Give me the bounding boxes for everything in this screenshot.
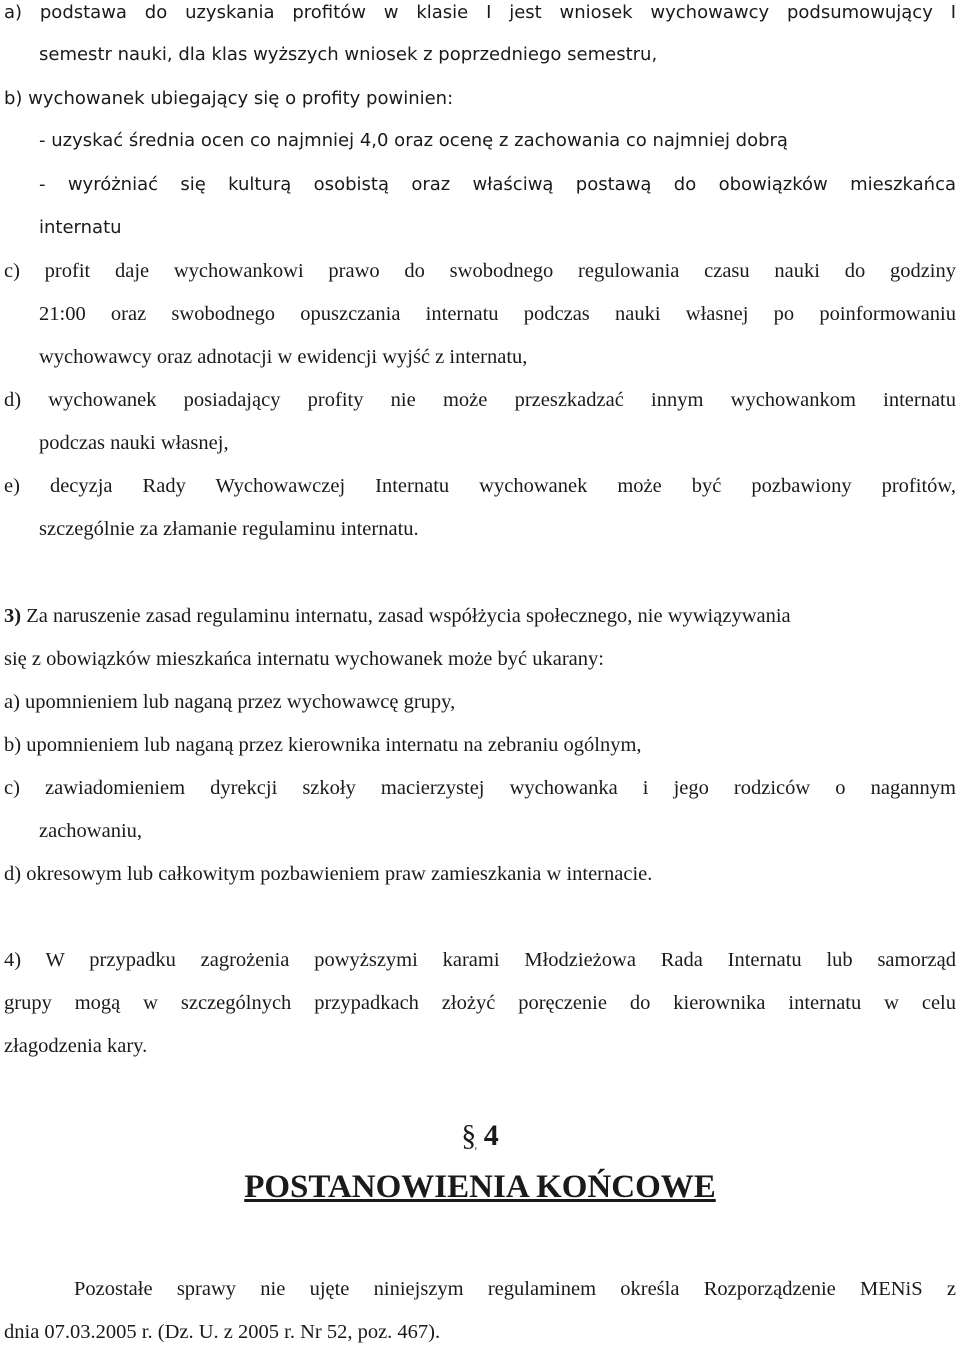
text-line: a) upomnieniem lub naganą przez wychowawcę grupy, (4, 691, 456, 713)
text-line: grupy mogą w szczególnych przypadkach złożyć poręczenie do kierownika internatu w celu (4, 992, 956, 1014)
text-line: a) podstawa do uzyskania profitów w klasie I jest wniosek wychowawcy podsumowujący I (4, 2, 956, 23)
section-heading (0, 1118, 960, 1154)
text-line: d) okresowym lub całkowitym pozbawieniem praw zamieszkania w internacie. (4, 863, 653, 885)
text-line: d) wychowanek posiadający profity nie może przeszkadzać innym wychowankom internatu (4, 389, 956, 411)
text-line: się z obowiązków mieszkańca internatu wychowanek może być ukarany: (4, 648, 604, 670)
section-number: 4 (476, 1119, 499, 1152)
text-line: wychowawcy oraz adnotacji w ewidencji wyjść z internatu, (39, 346, 528, 368)
text-line: b) upomnieniem lub naganą przez kierownika internatu na zebraniu ogólnym, (4, 734, 642, 756)
text-line: semestr nauki, dla klas wyższych wniosek z poprzedniego semestru, (39, 44, 658, 65)
text-line: - wyróżniać się kulturą osobistą oraz właściwą postawą do obowiązków mieszkańca (39, 174, 956, 195)
text-line: dnia 07.03.2005 r. (Dz. U. z 2005 r. Nr 52, poz. 467). (4, 1321, 441, 1343)
text-line: 4) W przypadku zagrożenia powyższymi karami Młodzieżowa Rada Internatu lub samorząd (4, 949, 956, 971)
text-line: Pozostałe sprawy nie ujęte niniejszym regulaminem określa Rozporządzenie MENiS z (74, 1278, 956, 1300)
section-title: POSTANOWIENIA KOŃCOWE (244, 1169, 716, 1205)
text-line: c) zawiadomieniem dyrekcji szkoły macierzystej wychowanka i jego rodziców o nagannym (4, 777, 956, 799)
text-line: e) decyzja Rady Wychowawczej Internatu wychowanek może być pozbawiony profitów, (4, 475, 956, 497)
text-line: b) wychowanek ubiegający się o profity powinien: (4, 88, 454, 109)
text-line: 21:00 oraz swobodnego opuszczania internatu podczas nauki własnej po poinformowaniu (39, 303, 956, 325)
text-line: podczas nauki własnej, (39, 432, 229, 454)
text-line: internatu (39, 217, 122, 238)
text-line: złagodzenia kary. (4, 1035, 148, 1057)
text-line: zachowaniu, (39, 820, 143, 842)
text-line: Za naruszenie zasad regulaminu internatu, zasad współżycia społecznego, nie wywiązywania (21, 605, 791, 627)
text-line: c) profit daje wychowankowi prawo do swobodnego regulowania czasu nauki do godziny (4, 260, 956, 282)
point-3-line (4, 603, 956, 629)
section-symbol: § (461, 1119, 477, 1152)
text-line: - uzyskać średnia ocen co najmniej 4,0 oraz ocenę z zachowania co najmniej dobrą (39, 130, 788, 151)
point-number: 3) (4, 605, 22, 627)
text-line: szczególnie za złamanie regulaminu internatu. (39, 518, 419, 540)
